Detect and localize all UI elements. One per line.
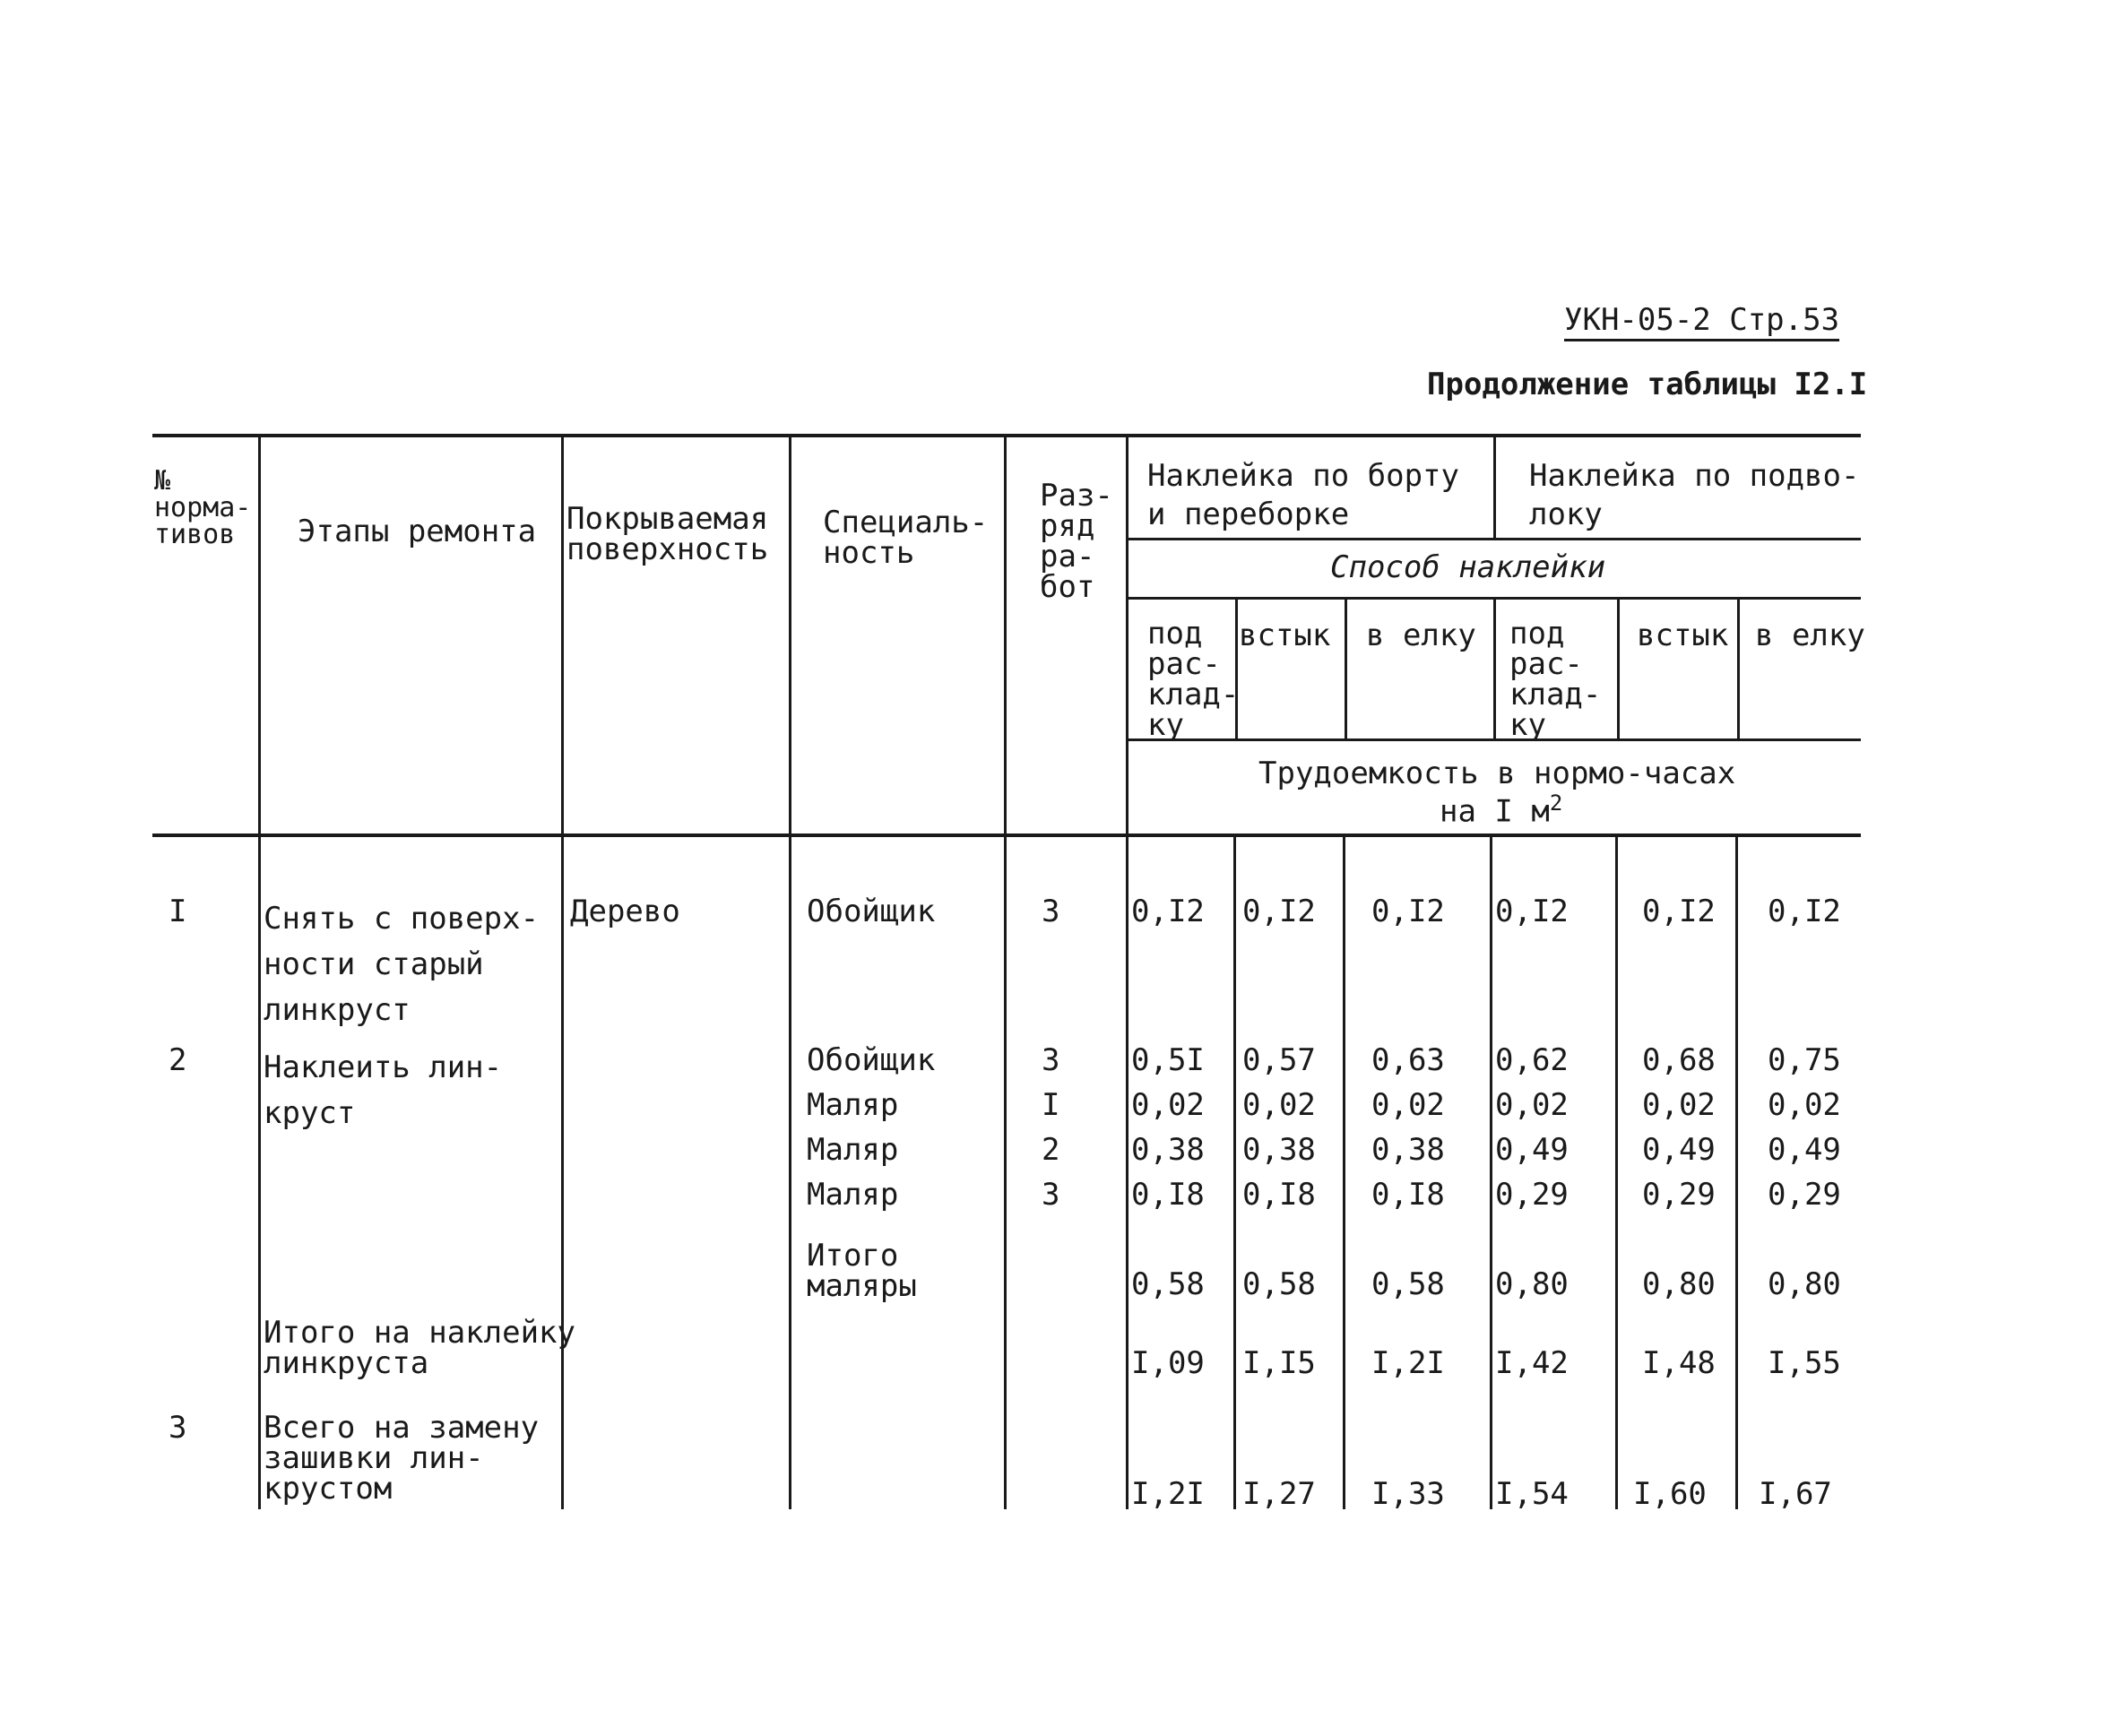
col-header-grade: Раз- ряд ра- бот [1040,478,1113,605]
value-cell: I,I5 [1242,1345,1316,1381]
value-cell: I,54 [1495,1476,1569,1512]
value-cell: 0,I8 [1131,1177,1205,1213]
sub-divider-5b [1735,833,1738,1509]
value-cell: 0,58 [1242,1266,1316,1302]
col-header-specialty: Специаль- ность [823,505,989,571]
subheader-herring-ceiling: в елку [1755,618,1865,653]
row-grade: I [1042,1087,1060,1123]
group-divider [1493,434,1496,538]
value-cell: 0,02 [1768,1087,1841,1123]
col-header-method: Способ наклейки [1330,549,1606,585]
value-cell: 0,5I [1131,1042,1205,1078]
value-cell: I,55 [1768,1345,1841,1381]
sub-divider-5a [1737,597,1740,738]
row-grade: 3 [1042,1177,1060,1213]
subheader-underlay-board: под рас- клад- ку [1147,616,1240,743]
value-cell: I,33 [1371,1476,1445,1512]
row-specialty: Маляр [807,1132,899,1168]
sub-divider-3a [1493,597,1496,738]
value-cell: I,09 [1131,1345,1205,1381]
value-cell: I,60 [1633,1476,1707,1512]
value-cell: 0,58 [1131,1266,1205,1302]
table-top-rule [152,434,1861,437]
row-grade: 2 [1042,1132,1060,1168]
value-cell: I,27 [1242,1476,1316,1512]
value-cell: 0,29 [1768,1177,1841,1213]
row-grade: 3 [1042,1042,1060,1078]
subheader-butt-board: встык [1239,618,1331,653]
row-number: I [169,894,187,929]
header-bottom-rule [152,833,1861,837]
value-cell: 0,58 [1371,1266,1445,1302]
value-cell: 0,38 [1371,1132,1445,1168]
value-cell: 0,02 [1242,1087,1316,1123]
value-cell: 0,I2 [1495,894,1569,929]
value-cell: 0,29 [1642,1177,1716,1213]
row-number: 2 [169,1042,187,1078]
subheader-herring-board: в елку [1366,618,1476,653]
value-cell: 0,49 [1495,1132,1569,1168]
value-cell: 0,02 [1642,1087,1716,1123]
col-header-number: № норма- тивов [154,465,252,550]
value-cell: 0,57 [1242,1042,1316,1078]
subheader-underlay-ceiling: под рас- клад- ку [1509,616,1602,743]
value-cell: 0,I8 [1242,1177,1316,1213]
value-cell: I,2I [1371,1345,1445,1381]
value-cell: 0,80 [1495,1266,1569,1302]
value-cell: I,48 [1642,1345,1716,1381]
value-cell: 0,I2 [1768,894,1841,929]
row-stage: Всего на замену зашивки лин- крустом [264,1410,540,1507]
value-cell: 0,I2 [1371,894,1445,929]
col-divider-1 [258,434,261,1509]
value-cell: 0,I8 [1371,1177,1445,1213]
value-cell: 0,I2 [1642,894,1716,929]
row-stage-total: Итого на наклейку линкруста [264,1315,575,1381]
row-stage: Снять с поверх- ности старый линкруст [264,901,540,1028]
col-divider-4 [1004,434,1007,1509]
row-specialty: Обойщик [807,1042,936,1078]
value-cell: 0,49 [1768,1132,1841,1168]
value-cell: 0,I2 [1242,894,1316,929]
col-header-labor: Трудоемкость в нормо-часах [1258,756,1736,791]
col-header-surface: Покрываемая поверхность [566,501,769,567]
row-specialty: Маляр [807,1087,899,1123]
table-continuation-title: Продолжение таблицы I2.I [1427,367,1868,402]
sub-divider-4b [1615,833,1618,1509]
col-header-board: Наклейка по борту и переборке [1147,458,1459,532]
value-cell: 0,02 [1495,1087,1569,1123]
row-grade: 3 [1042,894,1060,929]
value-cell: I,2I [1131,1476,1205,1512]
col-header-ceiling: Наклейка по подво- локу [1529,458,1860,532]
labor-unit-superscript: 2 [1549,790,1563,816]
document-code: УКН-05-2 Стр.53 [1564,302,1840,338]
value-cell: 0,29 [1495,1177,1569,1213]
subheader-butt-ceiling: встык [1637,618,1729,653]
value-cell: 0,80 [1642,1266,1716,1302]
value-cell: 0,38 [1242,1132,1316,1168]
sub-divider-2a [1345,597,1347,738]
value-cell: I,67 [1759,1476,1832,1512]
value-cell: 0,38 [1131,1132,1205,1168]
col-divider-5 [1126,434,1129,1509]
sub-divider-3b [1490,833,1492,1509]
value-cell: 0,75 [1768,1042,1841,1078]
value-cell: 0,49 [1642,1132,1716,1168]
value-cell: 0,63 [1371,1042,1445,1078]
col-header-labor-unit [1440,790,1563,830]
row-specialty: Итого маляры [807,1238,917,1304]
value-cell: 0,I2 [1131,894,1205,929]
col-divider-3 [789,434,791,1509]
value-cell: 0,02 [1371,1087,1445,1123]
value-cell: 0,68 [1642,1042,1716,1078]
col-header-stages: Этапы ремонта [298,514,537,549]
value-cell: 0,62 [1495,1042,1569,1078]
value-cell: 0,80 [1768,1266,1841,1302]
row-specialty: Обойщик [807,894,936,929]
labor-unit-text: на I м [1440,793,1550,830]
row-number: 3 [169,1410,187,1446]
sub-divider-2b [1343,833,1345,1509]
group-header-rule [1128,538,1861,540]
value-cell: 0,02 [1131,1087,1205,1123]
sub-divider-4a [1617,597,1620,738]
sub-divider-1b [1233,833,1236,1509]
row-surface: Дерево [570,894,680,929]
row-specialty: Маляр [807,1177,899,1213]
row-stage: Наклеить лин- круст [264,1049,503,1131]
value-cell: I,42 [1495,1345,1569,1381]
